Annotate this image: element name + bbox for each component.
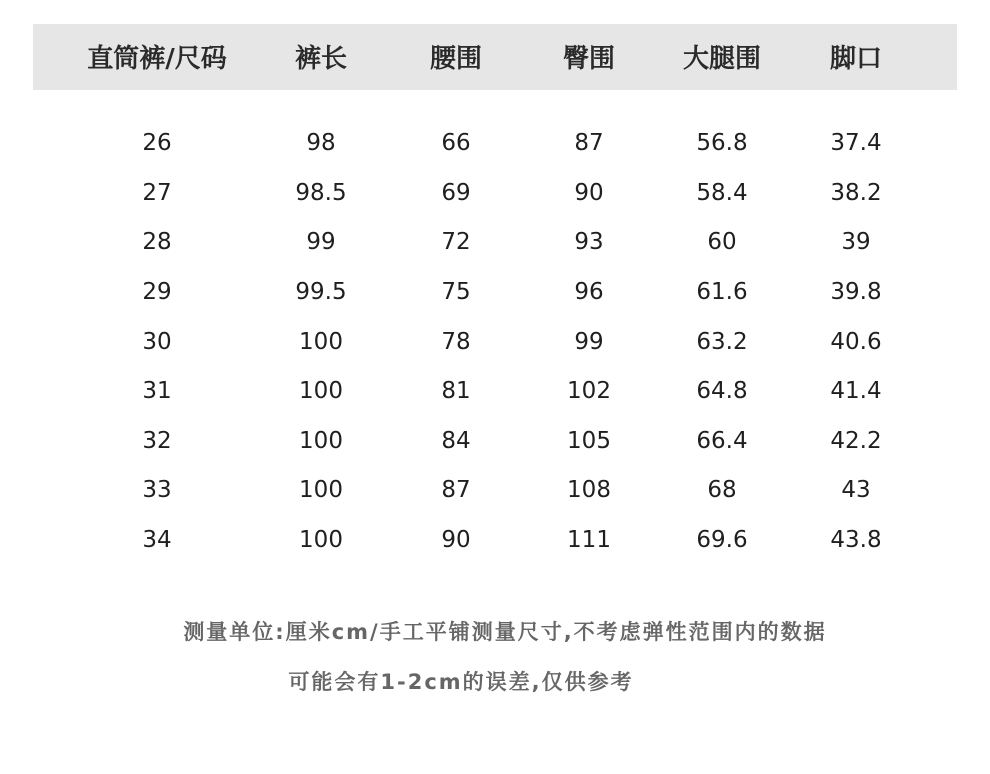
cell-length: 98.5 [295, 180, 347, 206]
cell-waist: 87 [441, 477, 471, 503]
cell-hip: 108 [567, 477, 611, 503]
cell-leg-opening: 39.8 [830, 279, 882, 305]
cell-leg-opening: 41.4 [830, 378, 882, 404]
cell-waist: 78 [441, 329, 471, 355]
cell-thigh: 64.8 [696, 378, 748, 404]
cell-length: 100 [299, 477, 343, 503]
cell-hip: 93 [574, 229, 604, 255]
header-hip: 臀围 [562, 44, 615, 74]
cell-size: 32 [142, 428, 172, 454]
cell-length: 100 [299, 428, 343, 454]
cell-hip: 99 [574, 329, 604, 355]
cell-thigh: 58.4 [696, 180, 748, 206]
cell-thigh: 56.8 [696, 130, 748, 156]
cell-hip: 90 [574, 180, 604, 206]
cell-leg-opening: 40.6 [830, 329, 882, 355]
header-leg-opening: 脚口 [829, 44, 882, 74]
header-length: 裤长 [294, 44, 347, 74]
header-waist: 腰围 [429, 44, 482, 74]
cell-length: 99.5 [295, 279, 347, 305]
header-thigh: 大腿围 [682, 44, 761, 74]
cell-thigh: 61.6 [696, 279, 748, 305]
cell-leg-opening: 43 [841, 477, 871, 503]
cell-length: 100 [299, 378, 343, 404]
cell-size: 31 [142, 378, 172, 404]
cell-length: 99 [306, 229, 336, 255]
cell-waist: 75 [441, 279, 471, 305]
cell-size: 27 [142, 180, 172, 206]
cell-leg-opening: 42.2 [830, 428, 882, 454]
cell-leg-opening: 37.4 [830, 130, 882, 156]
cell-thigh: 60 [707, 229, 737, 255]
cell-waist: 66 [441, 130, 471, 156]
cell-waist: 81 [441, 378, 471, 404]
cell-length: 100 [299, 329, 343, 355]
cell-size: 26 [142, 130, 172, 156]
cell-hip: 87 [574, 130, 604, 156]
header-size: 直筒裤/尺码 [87, 44, 227, 74]
cell-waist: 72 [441, 229, 471, 255]
cell-hip: 105 [567, 428, 611, 454]
cell-size: 28 [142, 229, 172, 255]
cell-size: 34 [142, 527, 172, 553]
cell-leg-opening: 43.8 [830, 527, 882, 553]
cell-thigh: 66.4 [696, 428, 748, 454]
cell-waist: 69 [441, 180, 471, 206]
measurement-note: 测量单位:厘米cm/手工平铺测量尺寸,不考虑弹性范围内的数据 [183, 620, 827, 644]
cell-size: 33 [142, 477, 172, 503]
cell-thigh: 68 [707, 477, 737, 503]
cell-length: 100 [299, 527, 343, 553]
cell-leg-opening: 39 [841, 229, 871, 255]
cell-thigh: 69.6 [696, 527, 748, 553]
cell-hip: 111 [567, 527, 611, 553]
cell-waist: 90 [441, 527, 471, 553]
cell-waist: 84 [441, 428, 471, 454]
cell-hip: 96 [574, 279, 604, 305]
cell-length: 98 [306, 130, 336, 156]
cell-size: 29 [142, 279, 172, 305]
cell-hip: 102 [567, 378, 611, 404]
cell-thigh: 63.2 [696, 329, 748, 355]
error-note: 可能会有1-2cm的误差,仅供参考 [288, 670, 634, 694]
cell-leg-opening: 38.2 [830, 180, 882, 206]
cell-size: 30 [142, 329, 172, 355]
